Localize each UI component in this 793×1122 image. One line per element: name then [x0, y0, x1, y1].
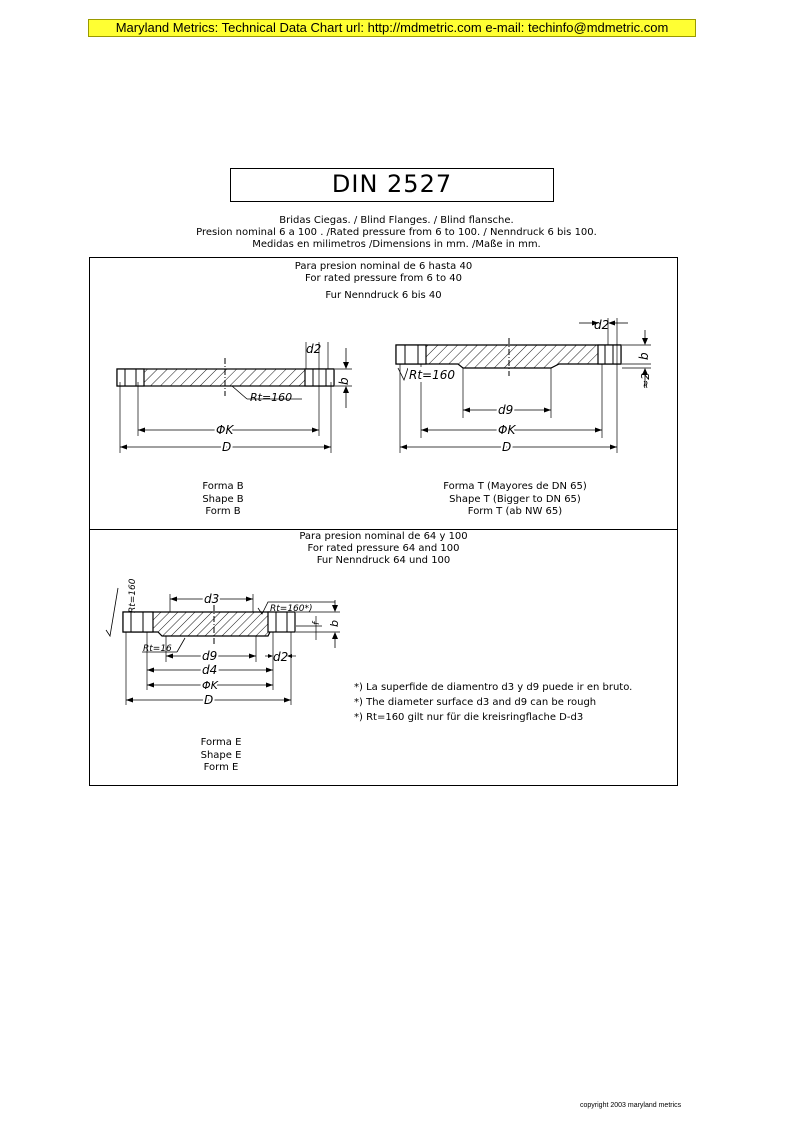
copyright: copyright 2003 maryland metrics [580, 1102, 682, 1109]
fig-b-dim-d2: d2 [306, 342, 322, 356]
shape-t-drawing [386, 258, 676, 468]
fig-e-roughness-left: Rt=16 [143, 644, 172, 654]
panel-pressure-6-40 [89, 257, 678, 530]
fig-t-dim-d9: d9 [498, 403, 514, 417]
panel2-heading-en: For rated pressure 64 and 100 [307, 543, 460, 554]
panel1-heading-es: Para presion nominal de 6 hasta 40 [294, 261, 473, 272]
note-3: *) Rt=160 gilt nur für die kreisringflache D-d3 [354, 712, 584, 723]
caption-e-en: Shape E [200, 749, 242, 761]
caption-t-en: Shape T (Bigger to DN 65) [449, 493, 581, 505]
fig-b-dim-k: ΦK [216, 423, 234, 437]
panel2-heading-de: Fur Nenndruck 64 und 100 [316, 555, 451, 566]
fig-t-dim-d: D [502, 440, 512, 454]
shape-e-drawing [90, 530, 350, 720]
fig-e-dim-d2: d2 [273, 650, 289, 664]
fig-e-dim-d: D [204, 693, 214, 707]
caption-e-es: Forma E [200, 737, 242, 748]
fig-e-dim-k: ΦK [202, 679, 218, 692]
note-1: *) La superfide de diamentro d3 y d9 puede ir en bruto. [354, 682, 633, 693]
caption-shape-e [168, 737, 274, 775]
fig-t-roughness: Rt=160 [409, 368, 456, 382]
fig-t-dim-b: b [637, 352, 651, 360]
fig-t-dim-d2: d2 [594, 318, 610, 332]
caption-b-es: Forma B [202, 481, 244, 492]
fig-b-roughness: Rt=160 [250, 391, 293, 404]
caption-e-de: Form E [203, 762, 239, 773]
panel-pressure-64-100 [89, 529, 678, 786]
fig-e-roughness-side: Rt=160 [128, 578, 138, 613]
caption-b-en: Shape B [202, 493, 244, 505]
panel1-heading-de: Fur Nenndruck 6 bis 40 [325, 290, 442, 301]
fig-e-dim-f: f [312, 621, 322, 625]
fig-e-dim-b: b [328, 620, 341, 627]
caption-b-de: Form B [205, 506, 241, 517]
fig-e-roughness-top: Rt=160*) [270, 604, 313, 614]
panel1-heading-en: For rated pressure from 6 to 40 [305, 273, 462, 284]
subtitle-line-1: Bridas Ciegas. / Blind Flanges. / Blind flansche. [279, 215, 514, 226]
fig-b-dim-b: b [337, 377, 351, 385]
caption-t-es: Forma T (Mayores de DN 65) [443, 481, 587, 492]
caption-shape-t [420, 481, 610, 519]
fig-b-dim-d: D [222, 440, 232, 454]
fig-e-dim-d9: d9 [202, 649, 218, 663]
fig-t-dim-k: ΦK [498, 423, 516, 437]
note-2: *) The diameter surface d3 and d9 can be rough [354, 697, 597, 708]
shape-b-drawing [90, 258, 390, 468]
caption-t-de: Form T (ab NW 65) [467, 506, 563, 517]
fig-e-dim-d4: d4 [202, 663, 218, 677]
header-banner: Maryland Metrics: Technical Data Chart url: http://mdmetric.com e-mail: techinfo@mdmetric.com [88, 19, 696, 37]
fig-e-dim-d3: d3 [204, 592, 220, 606]
subtitle-line-2: Presion nominal 6 a 100 . /Rated pressure from 6 to 100. / Nenndruck 6 bis 100. [196, 227, 597, 238]
fig-t-dim-approx2: ≈2 [639, 372, 652, 389]
page-title: DIN 2527 [230, 168, 554, 202]
subtitle-line-3: Medidas en milimetros /Dimensions in mm. /Maße in mm. [252, 239, 541, 250]
panel2-heading-es: Para presion nominal de 64 y 100 [299, 531, 468, 542]
caption-shape-b [168, 481, 278, 519]
